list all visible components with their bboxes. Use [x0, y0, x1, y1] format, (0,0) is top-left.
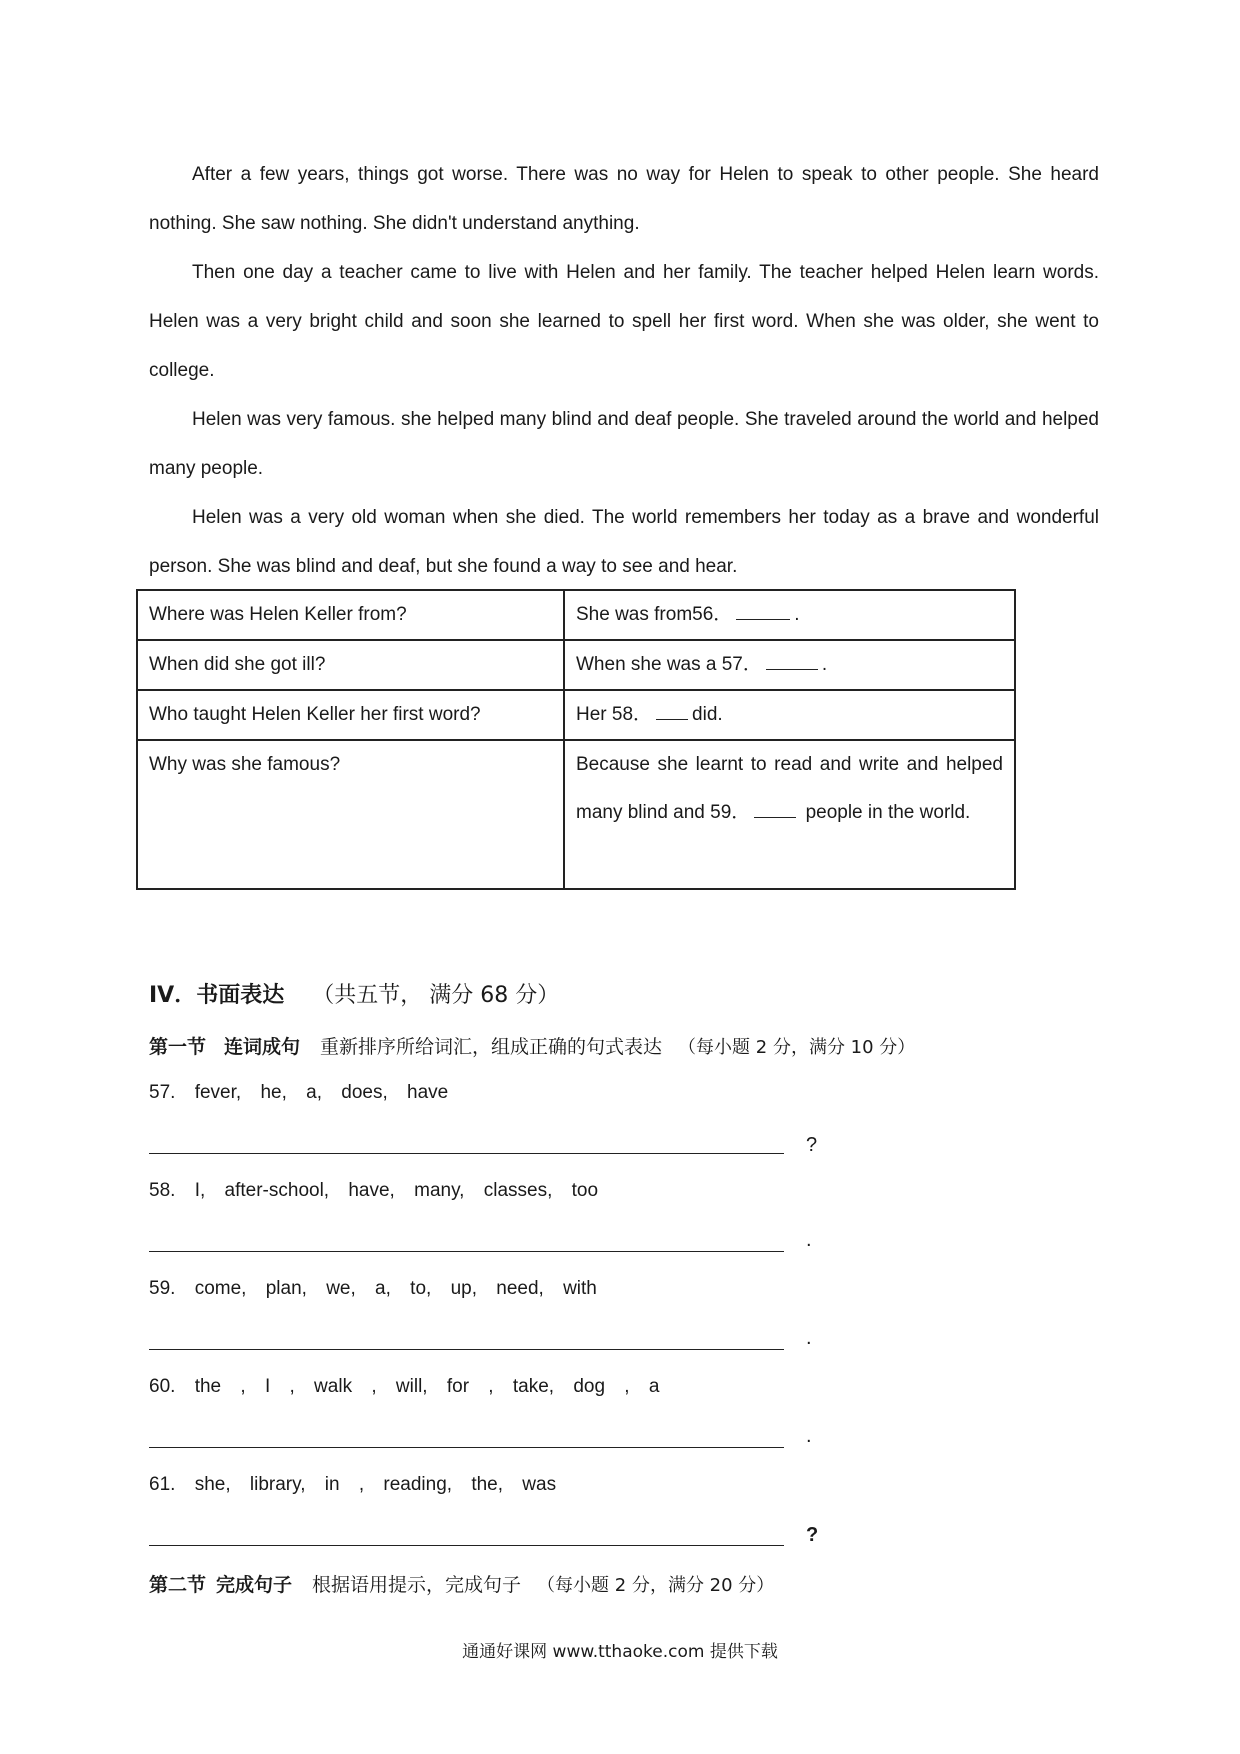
table-question: Who taught Helen Keller her first word?: [137, 690, 564, 740]
table-answer: She was from56． .: [564, 590, 1015, 640]
table-question: Where was Helen Keller from?: [137, 590, 564, 640]
exercise-item-58: 58. I, after-school, have, many, classes, too: [149, 1180, 599, 1201]
footer-credit: 通通好课网 www.tthaoke.com 提供下载: [462, 1642, 778, 1662]
table-row: [137, 740, 1015, 889]
end-punctuation: .: [806, 1425, 812, 1447]
answer-line-61[interactable]: [149, 1545, 784, 1546]
exercise-item-59: 59. come, plan, we, a, to, up, need, with: [149, 1278, 597, 1299]
answer-blank-57[interactable]: [766, 649, 818, 670]
section-1-header: 第一节 连词成句 重新排序所给词汇，组成正确的句式表达 （每小题 2 分，满分 10 分）: [149, 1036, 916, 1058]
section-2-header: 第二节 完成句子 根据语用提示，完成句子 （每小题 2 分，满分 20 分）: [149, 1574, 775, 1596]
answer-line-58[interactable]: [149, 1251, 784, 1252]
end-punctuation: .: [806, 1229, 812, 1251]
exercise-item-57: 57. fever, he, a, does, have: [149, 1082, 449, 1103]
answer-line-57[interactable]: [149, 1153, 784, 1154]
passage-paragraph-1: After a few years, things got worse. There was no way for Helen to speak to other people. She heard nothing. She saw nothing. She didn't understand anything.: [149, 164, 1099, 234]
table-question: Why was she famous?: [137, 740, 564, 889]
table-answer: Her 58． did.: [564, 690, 1015, 740]
part-heading: IV．书面表达 （共五节， 满分 68 分）: [149, 983, 560, 1008]
answer-line-60[interactable]: [149, 1447, 784, 1448]
exercise-item-61: 61. she, library, in , reading, the, was: [149, 1474, 557, 1495]
passage-paragraph-4: Helen was a very old woman when she died. The world remembers her today as a brave and wonderful person. She was blind and deaf, but she found a way to see and hear.: [149, 507, 1099, 577]
answer-blank-58[interactable]: [656, 699, 688, 720]
passage-paragraph-2: Then one day a teacher came to live with Helen and her family. The teacher helped Helen learn words. Helen was a very bright child and soon she learned to spell her first word. When she was older, she went to college.: [149, 262, 1099, 381]
answer-blank-56[interactable]: [736, 599, 790, 620]
end-punctuation: .: [806, 1327, 812, 1349]
answer-blank-59[interactable]: [754, 797, 796, 818]
exercise-item-60: 60. the , I , walk , will, for , take, dog , a: [149, 1376, 660, 1397]
table-row: [137, 640, 1015, 690]
end-punctuation: ?: [806, 1524, 819, 1546]
table-row: [137, 590, 1015, 640]
table-answer: When she was a 57． .: [564, 640, 1015, 690]
answer-line-59[interactable]: [149, 1349, 784, 1350]
end-punctuation: ?: [806, 1134, 818, 1156]
question-answer-table: [136, 589, 1016, 890]
passage-paragraph-3: Helen was very famous. she helped many blind and deaf people. She traveled around the world and helped many people.: [149, 409, 1099, 479]
table-row: [137, 690, 1015, 740]
table-answer: Because she learnt to read and write and helped many blind and 59． people in the world.: [564, 740, 1015, 889]
table-question: When did she got ill?: [137, 640, 564, 690]
